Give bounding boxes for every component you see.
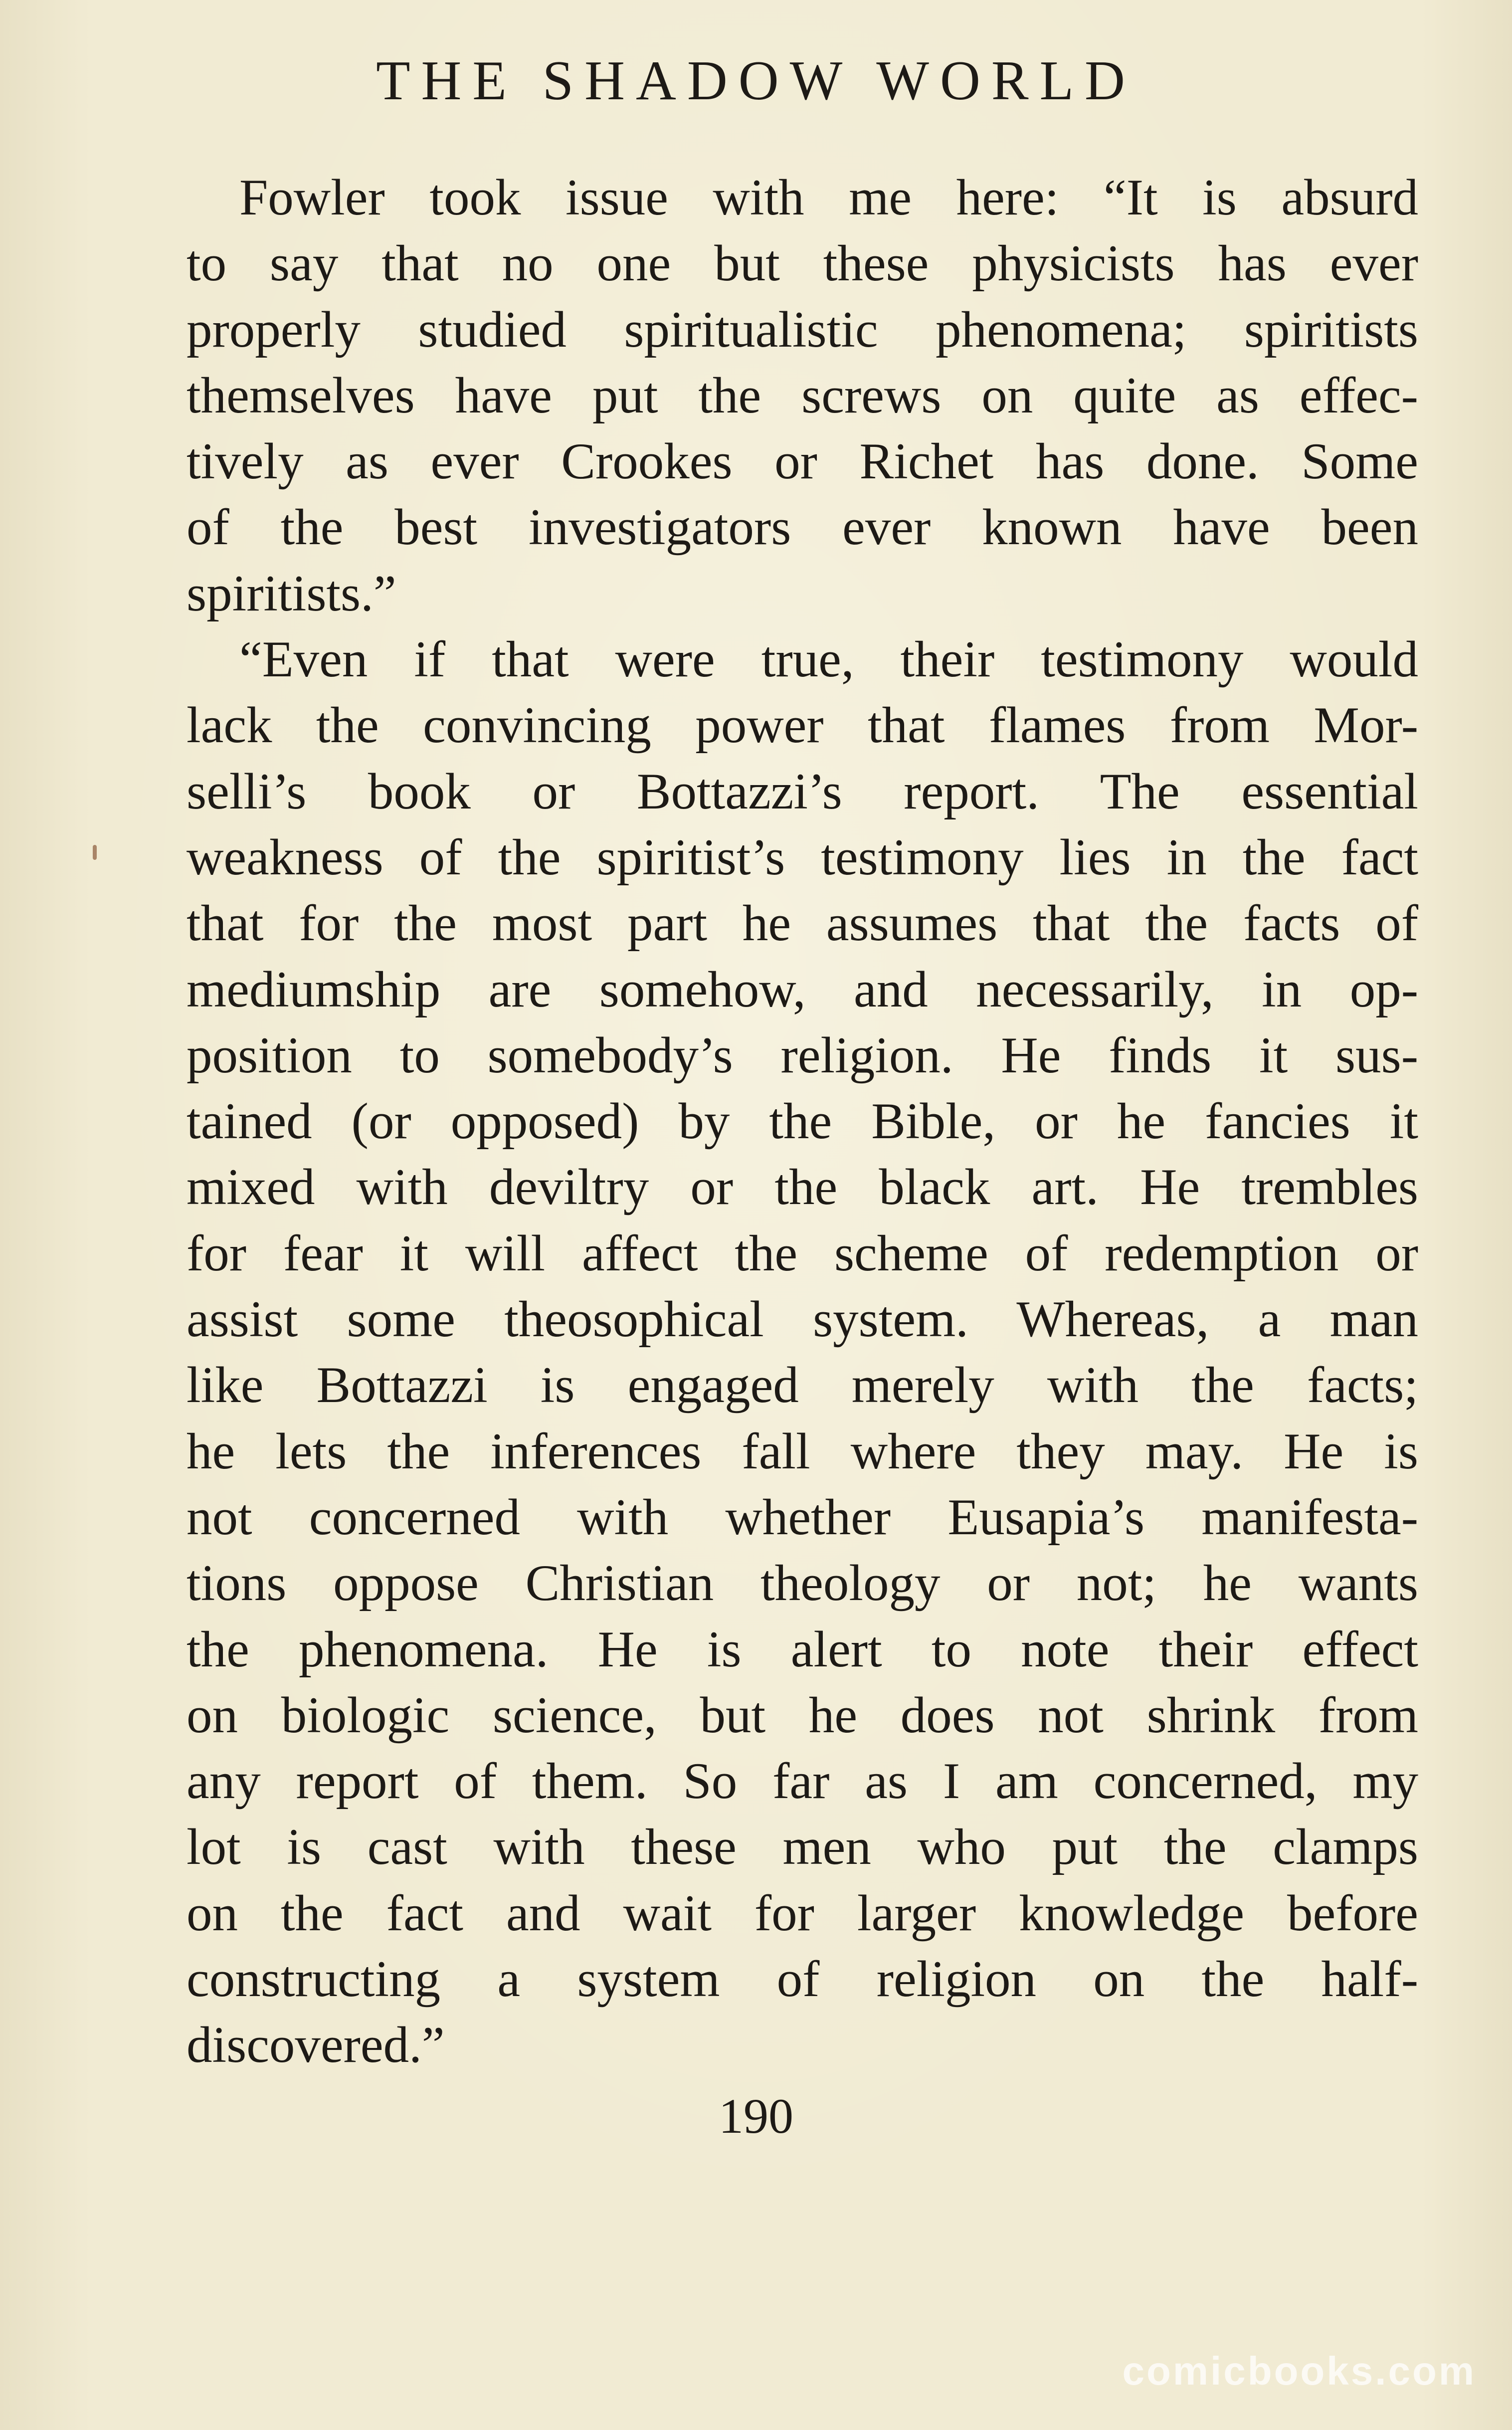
text-line: that for the most part he assumes that the facts of <box>187 895 1418 952</box>
text-line: to say that no one but these physicists has ever <box>187 235 1418 292</box>
text-line: for fear it will affect the scheme of redemption or <box>187 1224 1418 1282</box>
text-line: weakness of the spiritist’s testimony lies in the fact <box>187 828 1418 886</box>
text-line: properly studied spiritualistic phenomena; spiritists <box>187 301 1418 358</box>
site-watermark: comicbooks.com <box>1122 2349 1476 2393</box>
text-line: mixed with deviltry or the black art. He trembles <box>187 1159 1418 1216</box>
text-line: constructing a system of religion on the half- <box>187 1951 1418 2008</box>
text-line: like Bottazzi is engaged merely with the facts; <box>187 1357 1418 1414</box>
text-line: lack the convincing power that flames from Mor- <box>187 697 1418 754</box>
body-text <box>187 165 1418 2078</box>
text-line: tained (or opposed) by the Bible, or he fancies it <box>187 1093 1418 1150</box>
text-line: the phenomena. He is alert to note their effect <box>187 1620 1418 1678</box>
text-line: assist some theosophical system. Whereas, a man <box>187 1291 1418 1348</box>
ink-speck <box>93 845 97 860</box>
text-line: tively as ever Crookes or Richet has done. Some <box>187 433 1418 490</box>
paragraph <box>187 165 1418 626</box>
text-line: on biologic science, but he does not shrink from <box>187 1686 1418 1744</box>
text-line: position to somebody’s religion. He finds it sus- <box>187 1026 1418 1084</box>
text-line: of the best investigators ever known have been <box>187 499 1418 556</box>
page-number: 190 <box>719 2088 793 2144</box>
text-line: tions oppose Christian theology or not; he wants <box>187 1555 1418 1612</box>
text-line: mediumship are somehow, and necessarily, in op- <box>187 961 1418 1018</box>
text-line: Fowler took issue with me here: “It is absurd <box>239 169 1418 226</box>
text-line: not concerned with whether Eusapia’s manifesta- <box>187 1488 1418 1546</box>
running-head: THE SHADOW WORLD <box>376 50 1136 112</box>
text-line: lot is cast with these men who put the clamps <box>187 1819 1418 1876</box>
text-line: on the fact and wait for larger knowledge before <box>187 1884 1418 1942</box>
text-line: themselves have put the screws on quite as effec- <box>187 367 1418 424</box>
text-line: any report of them. So far as I am concerned, my <box>187 1753 1418 1810</box>
paragraph <box>187 626 1418 2078</box>
text-line: “Even if that were true, their testimony would <box>239 631 1418 688</box>
text-line: he lets the inferences fall where they may. He is <box>187 1422 1418 1480</box>
text-line: discovered.” <box>187 2017 445 2074</box>
text-line: spiritists.” <box>187 565 396 622</box>
text-line: selli’s book or Bottazzi’s report. The essential <box>187 763 1418 820</box>
